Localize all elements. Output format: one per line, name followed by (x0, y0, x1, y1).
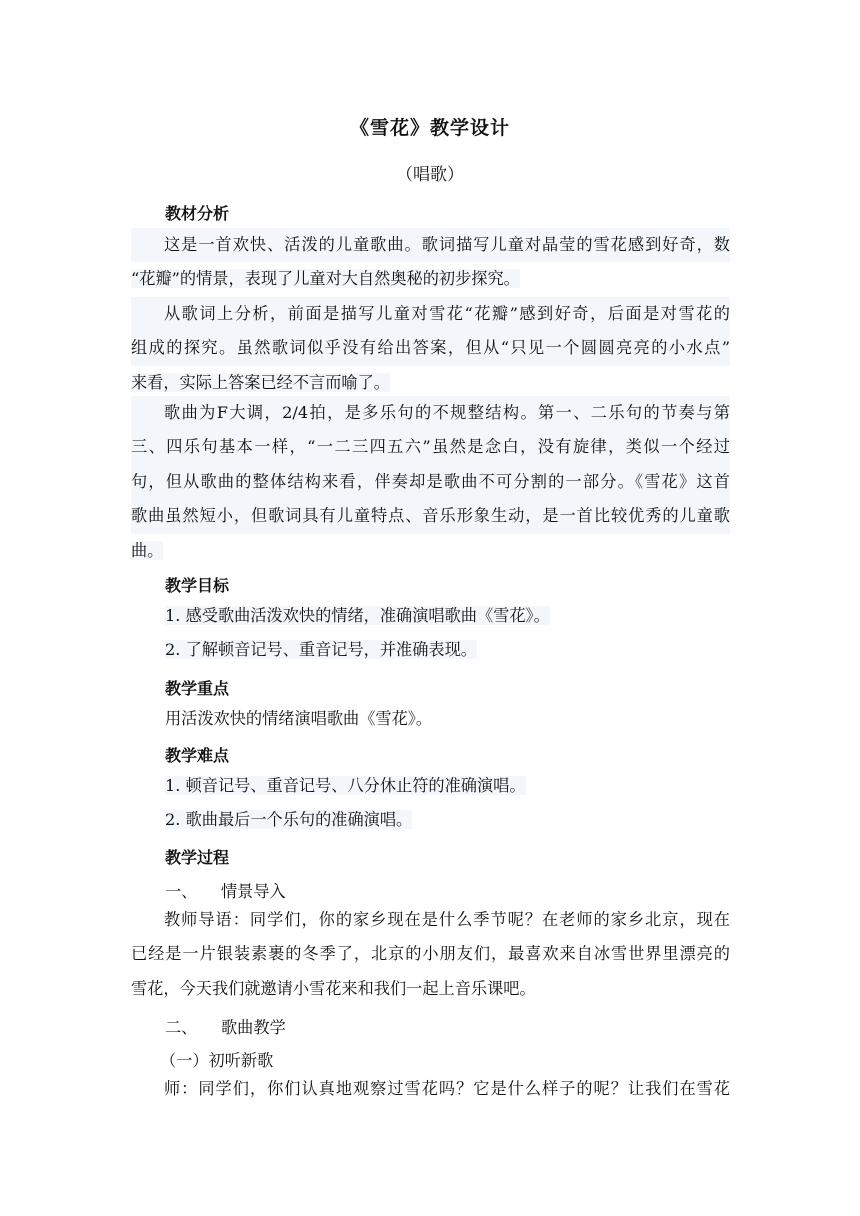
heading-material-analysis: 教材分析 (165, 204, 230, 223)
text-line: 句，但从歌曲的整体结构来看，伴奏却是歌曲不可分割的一部分。《雪花》这首 (131, 465, 730, 499)
goal-item: 1. 感受歌曲活泼欢快的情绪，准确演唱歌曲《雪花》。 (165, 606, 550, 625)
paragraph-analysis-2 (131, 297, 730, 400)
text-line: 曲。 (131, 540, 164, 560)
paragraph-analysis-1 (131, 228, 730, 297)
text-line: 从歌词上分析，前面是描写儿童对雪花“花瓣”感到好奇，后面是对雪花的 (131, 297, 730, 331)
text-line: 这是一首欢快、活泼的儿童歌曲。歌词描写儿童对晶莹的雪花感到好奇，数 (131, 228, 730, 262)
text-line: 教师导语：同学们，你的家乡现在是什么季节呢？在老师的家乡北京，现在 (164, 910, 730, 929)
document-title: 《雪花》教学设计 (349, 117, 510, 139)
text-line: 组成的探究。虽然歌词似乎没有给出答案，但从“只见一个圆圆亮亮的小水点” (131, 331, 730, 365)
substep-first-listen: （一）初听新歌 (160, 1051, 274, 1070)
text-line: 师：同学们，你们认真地观察过雪花吗？它是什么样子的呢？让我们在雪花 (164, 1079, 730, 1098)
step-number: 一、 (165, 882, 198, 901)
heading-teaching-difficulty: 教学难点 (165, 746, 230, 765)
paragraph-listen (131, 1072, 730, 1106)
key-text: 用活泼欢快的情绪演唱歌曲《雪花》。 (165, 709, 433, 728)
text-line: 雪花，今天我们就邀请小雪花来和我们一起上音乐课吧。 (131, 978, 536, 998)
text-line: “花瓣”的情景，表现了儿童对大自然奥秘的初步探究。 (131, 269, 520, 289)
text-line: 三、四乐句基本一样，“一二三四五六”虽然是念白，没有旋律，类似一个经过 (131, 430, 730, 464)
step-label: 歌曲教学 (221, 1018, 286, 1037)
text-line: 歌曲虽然短小，但歌词具有儿童特点、音乐形象生动，是一首比较优秀的儿童歌 (131, 499, 730, 533)
goal-item: 2. 了解顿音记号、重音记号，并准确表现。 (165, 640, 477, 659)
step-intro (165, 878, 286, 902)
text-line: 来看，实际上答案已经不言而喻了。 (131, 372, 390, 392)
document-subtitle: （唱歌） (396, 165, 464, 185)
step-song-teaching (165, 1014, 286, 1038)
step-number: 二、 (165, 1018, 198, 1037)
difficulty-item: 2. 歌曲最后一个乐句的准确演唱。 (165, 810, 413, 829)
paragraph-intro (131, 903, 730, 1006)
heading-teaching-goals: 教学目标 (165, 576, 230, 595)
paragraph-analysis-3 (131, 396, 730, 568)
text-line: 已经是一片银装素裹的冬季了，北京的小朋友们，最喜欢来自冰雪世界里漂亮的 (131, 944, 730, 964)
text-line: 歌曲为F大调，2/4拍，是多乐句的不规整结构。第一、二乐句的节奏与第 (131, 396, 730, 430)
heading-teaching-process: 教学过程 (165, 848, 230, 867)
step-label: 情景导入 (221, 882, 286, 901)
heading-teaching-key: 教学重点 (165, 679, 230, 698)
difficulty-item: 1. 顿音记号、重音记号、八分休止符的准确演唱。 (165, 776, 526, 795)
